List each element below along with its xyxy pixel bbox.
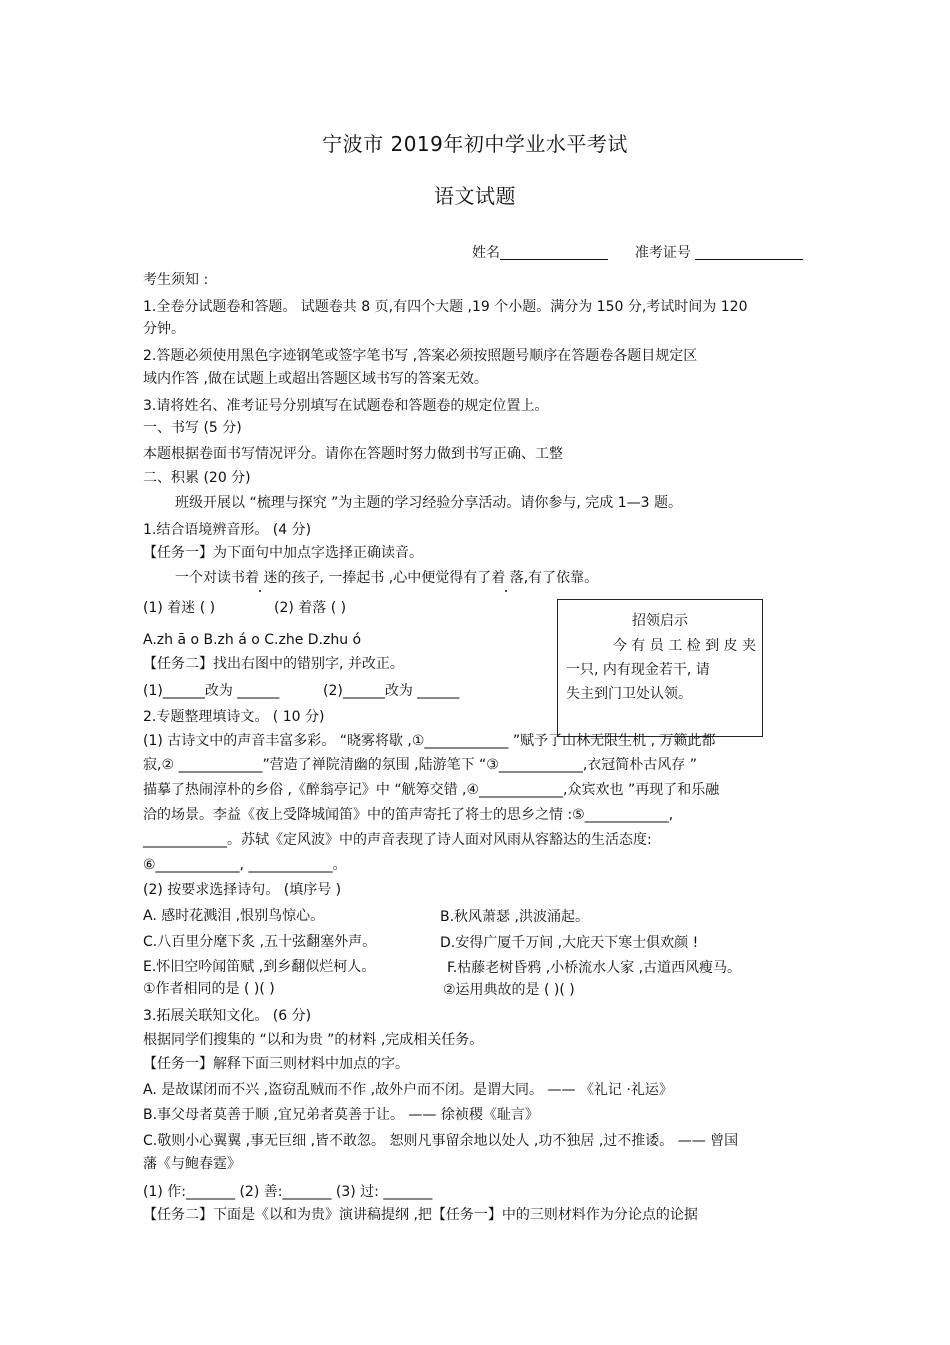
option-d: D.安得广厦千万间 ,大庇天下寒士俱欢颜 ! — [440, 935, 699, 951]
instruction-2a: 2.答题必须使用黑色字迹钢笔或签字笔书写 ,答案必须按照题号顺序在答题卷各题目规定区 — [143, 348, 698, 364]
q3-material-a: A. 是故谋闭而不兴 ,盗窃乱贼而不作 ,故外户而不闭。是谓大同。 —— 《礼记 ·礼运》 — [143, 1082, 673, 1098]
instruction-2b: 域内作答 ,做在试题上或超出答题区域书写的答案无效。 — [143, 371, 488, 387]
notice-line-3: 失主到门卫处认领。 — [566, 686, 692, 702]
q3-intro: 根据同学们搜集的 “以和为贵 ”的材料 ,完成相关任务。 — [143, 1032, 484, 1048]
q3-material-b: B.事父母者莫善于顺 ,宜兄弟者莫善于让。 —— 徐祯稷《耻言》 — [143, 1107, 539, 1123]
q1-fix1: (1)______改为 ______ — [143, 683, 280, 699]
option-f: F.枯藤老树昏鸦 ,小桥流水人家 ,古道西风瘦马。 — [447, 960, 742, 976]
q2-sub2: (2) 按要求选择诗句。 (填序号 ) — [143, 882, 342, 898]
option-a: A. 感时花溅泪 ,恨别鸟惊心。 — [143, 908, 325, 924]
name-blank[interactable] — [500, 243, 608, 260]
exam-id-blank[interactable] — [695, 243, 803, 260]
q2-ask-1: ①作者相同的是 ( )( ) — [143, 981, 275, 997]
section2-heading: 二、积累 (20 分) — [143, 470, 251, 486]
exam-subtitle: 语文试题 — [434, 184, 516, 208]
q3-answers: (1) 作:_______ (2) 善:_______ (3) 过: _______ — [143, 1184, 433, 1200]
q1-options: A.zh ā o B.zh á o C.zhe D.zhu ó — [143, 632, 362, 648]
q3-task2: 【任务二】下面是《以和为贵》演讲稿提纲 ,把【任务一】中的三则材料作为分论点的论据 — [143, 1207, 698, 1223]
option-c: C.八百里分麾下炙 ,五十弦翻塞外声。 — [143, 934, 377, 950]
q3-title: 3.拓展关联知文化。 (6 分) — [143, 1008, 312, 1024]
instruction-3: 3.请将姓名、准考证号分别填写在试题卷和答题卷的规定位置上。 — [143, 398, 549, 414]
q1-sentence-b: 迷的孩子, 一捧起书 ,心中便觉得有了着 — [263, 570, 506, 586]
q1-task2: 【任务二】找出右图中的错别字, 并改正。 — [143, 656, 404, 672]
q1-title: 1.结合语境辨音形。 (4 分) — [143, 522, 312, 538]
section1-text: 本题根据卷面书写情况评分。请你在答题时努力做到书写正确、工整 — [143, 446, 563, 462]
q1-task1: 【任务一】为下面句中加点字选择正确读音。 — [143, 545, 423, 561]
instructions-heading: 考生须知 : — [143, 272, 209, 288]
q3-material-c1: C.敬则小心翼翼 ,事无巨细 ,皆不敢忽。 恕则凡事留余地以处人 ,功不独居 ,过不推诿。 —— 曾国 — [143, 1133, 739, 1149]
notice-title: 招领启示 — [632, 613, 688, 629]
q1-fix2: (2)______改为 ______ — [323, 683, 460, 699]
exam-title: 宁波市 2019年初中学业水平考试 — [322, 132, 628, 156]
q2-para-4: 洽的场景。李益《夜上受降城闻笛》中的笛声寄托了将士的思乡之情 :⑤____________, — [143, 807, 674, 823]
q2-para-5: ____________。苏轼《定风波》中的声音表现了诗人面对风雨从容豁达的生活态度: — [143, 832, 652, 848]
q1-sub1: (1) 着迷 ( ) — [143, 600, 216, 616]
option-b: B.秋风萧瑟 ,洪波涌起。 — [440, 909, 589, 925]
q2-para-3: 描摹了热闹淳朴的乡俗 ,《醉翁亭记》中 “觥筹交错 ,④____________,众宾欢也 ”再现了和乐融 — [143, 782, 720, 798]
candidate-info — [472, 243, 803, 263]
section1-heading: 一、书写 (5 分) — [143, 420, 242, 436]
option-e: E.怀旧空吟闻笛赋 ,到乡翻似烂柯人。 — [143, 959, 376, 975]
exam-id-label: 准考证号 — [634, 245, 691, 261]
q2-ask-2: ②运用典故的是 ( )( ) — [443, 982, 575, 998]
section2-intro: 班级开展以 “梳理与探究 ”为主题的学习经验分享活动。请你参与, 完成 1—3 题。 — [175, 495, 683, 511]
notice-line-2: 一只, 内有现金若干, 请 — [566, 662, 710, 678]
lost-found-notice — [557, 599, 763, 737]
q2-para-2: 寂,② ____________”营造了禅院清幽的氛围 ,陆游笔下 “③____________,衣冠简朴古风存 ” — [143, 757, 698, 773]
q2-para-6: ⑥____________, ____________。 — [143, 857, 347, 873]
instruction-1a: 1.全卷分试题卷和答题。 试题卷共 8 页,有四个大题 ,19 个小题。满分为 150 分,考试时间为 120 — [143, 299, 748, 315]
instruction-1b: 分钟。 — [143, 321, 185, 337]
q2-title: 2.专题整理填诗文。 ( 10 分) — [143, 709, 325, 725]
name-label: 姓名 — [472, 245, 500, 261]
q1-sentence-a: 一个对读书着 — [175, 570, 259, 586]
q3-material-c2: 藩《与鲍春霆》 — [143, 1156, 241, 1172]
q1-sentence — [175, 568, 598, 588]
q2-para-1: (1) 古诗文中的声音丰富多彩。 “晓雾将歇 ,①____________ ”赋予了山林无限生机 , 万籁此都 — [143, 733, 716, 749]
q1-sub2: (2) 着落 ( ) — [274, 600, 347, 616]
notice-line-1: 今 有 员 工 检 到 皮 夹 — [612, 638, 756, 654]
q1-sentence-c: 落,有了依靠。 — [509, 570, 599, 586]
q3-task1: 【任务一】解释下面三则材料中加点的字。 — [143, 1056, 409, 1072]
